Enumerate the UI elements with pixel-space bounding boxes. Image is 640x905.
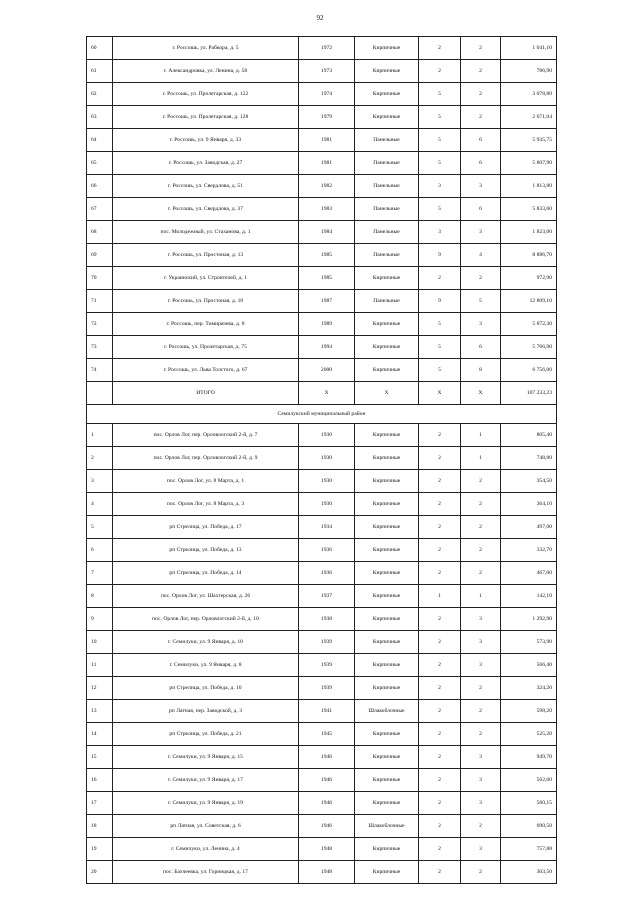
floors-cell: 5 <box>419 336 461 359</box>
material-cell: Кирпичные <box>355 60 419 83</box>
year-cell: 1948 <box>299 838 355 861</box>
sections-cell: 3 <box>461 608 501 631</box>
address-cell: г. Россошь, ул. Простоная, д. 10 <box>113 290 299 313</box>
area-cell: 2 671,04 <box>501 106 557 129</box>
floors-cell: 2 <box>419 470 461 493</box>
material-cell: Панельные <box>355 175 419 198</box>
area-cell: 8 886,70 <box>501 244 557 267</box>
year-cell: 1939 <box>299 677 355 700</box>
material-cell: Кирпичные <box>355 746 419 769</box>
area-cell: 525,20 <box>501 723 557 746</box>
area-cell: 5 872,30 <box>501 313 557 336</box>
year-cell: 1946 <box>299 792 355 815</box>
area-cell: 5 766,90 <box>501 336 557 359</box>
table-row <box>87 447 557 470</box>
address-cell: г. Семилуки, ул. Ленина, д. 4 <box>113 838 299 861</box>
area-cell: 598,20 <box>501 700 557 723</box>
table-row <box>87 290 557 313</box>
floors-cell: 2 <box>419 723 461 746</box>
sections-cell: 2 <box>461 267 501 290</box>
table-row <box>87 792 557 815</box>
sections-cell: 2 <box>461 60 501 83</box>
sections-cell: 3 <box>461 838 501 861</box>
table-row <box>87 838 557 861</box>
row-number: 73 <box>87 336 113 359</box>
floors-cell: 5 <box>419 359 461 382</box>
year-cell: 1973 <box>299 60 355 83</box>
material-cell: Кирпичные <box>355 723 419 746</box>
area-cell: 142,10 <box>501 585 557 608</box>
address-cell: г. Украинский, ул. Строителей, д. 1 <box>113 267 299 290</box>
floors-cell: 2 <box>419 539 461 562</box>
total-cell: Х <box>299 382 355 405</box>
row-number: 65 <box>87 152 113 175</box>
year-cell: 1987 <box>299 290 355 313</box>
row-number: 71 <box>87 290 113 313</box>
address-cell: г. Россошь, ул. Пролетарская, д. 75 <box>113 336 299 359</box>
floors-cell: 5 <box>419 106 461 129</box>
table-row <box>87 723 557 746</box>
area-cell: 560,15 <box>501 792 557 815</box>
sections-cell: 2 <box>461 37 501 60</box>
sections-cell: 2 <box>461 700 501 723</box>
row-number: 7 <box>87 562 113 585</box>
material-cell: Кирпичные <box>355 493 419 516</box>
address-cell: г. Россошь, ул. Пролетарская, д. 128 <box>113 106 299 129</box>
table-row <box>87 313 557 336</box>
address-cell: г. Россошь, ул. Льва Толстого, д. 67 <box>113 359 299 382</box>
area-cell: 324,20 <box>501 677 557 700</box>
row-number: 3 <box>87 470 113 493</box>
year-cell: 1941 <box>299 700 355 723</box>
address-cell: г. Россошь, пер. Тимирязева, д. 8 <box>113 313 299 336</box>
material-cell: Кирпичные <box>355 336 419 359</box>
row-number: 10 <box>87 631 113 654</box>
row-number: 68 <box>87 221 113 244</box>
area-cell: 1 813,80 <box>501 175 557 198</box>
table-row <box>87 470 557 493</box>
row-number: 18 <box>87 815 113 838</box>
table-row <box>87 336 557 359</box>
total-row <box>87 382 557 405</box>
address-cell: г. Россошь, ул. Свердлова, д. 37 <box>113 198 299 221</box>
floors-cell: 2 <box>419 608 461 631</box>
table-row <box>87 221 557 244</box>
address-cell: пос. Орлов Лог, ул. 8 Марта, д. 1 <box>113 470 299 493</box>
table-row <box>87 493 557 516</box>
row-number: 63 <box>87 106 113 129</box>
sections-cell: 2 <box>461 562 501 585</box>
row-number: 4 <box>87 493 113 516</box>
area-cell: 5 833,60 <box>501 198 557 221</box>
area-cell: 757,88 <box>501 838 557 861</box>
sections-cell: 6 <box>461 336 501 359</box>
sections-cell: 1 <box>461 424 501 447</box>
material-cell: Панельные <box>355 221 419 244</box>
page-number: 92 <box>316 14 324 22</box>
row-number: 72 <box>87 313 113 336</box>
floors-cell: 2 <box>419 815 461 838</box>
year-cell: 1985 <box>299 244 355 267</box>
total-label: ИТОГО <box>113 382 299 405</box>
floors-cell: 2 <box>419 516 461 539</box>
material-cell: Кирпичные <box>355 359 419 382</box>
address-cell: г. Россошь, ул. Пролетарская, д. 122 <box>113 83 299 106</box>
address-cell: г. Семилуки, ул. 9 Января, д. 15 <box>113 746 299 769</box>
sections-cell: 2 <box>461 470 501 493</box>
year-cell: 1934 <box>299 516 355 539</box>
section-header-row <box>87 405 557 424</box>
material-cell: Кирпичные <box>355 608 419 631</box>
area-cell: 566,40 <box>501 654 557 677</box>
material-cell: Шлакоблочные <box>355 700 419 723</box>
sections-cell: 2 <box>461 861 501 884</box>
sections-cell: 2 <box>461 723 501 746</box>
table-body-bottom <box>87 424 557 884</box>
material-cell: Кирпичные <box>355 83 419 106</box>
table-body-top <box>87 37 557 382</box>
table-row <box>87 562 557 585</box>
table-row <box>87 359 557 382</box>
floors-cell: 2 <box>419 447 461 470</box>
row-number: 19 <box>87 838 113 861</box>
material-cell: Кирпичные <box>355 585 419 608</box>
material-cell: Панельные <box>355 152 419 175</box>
area-cell: 786,90 <box>501 60 557 83</box>
row-number: 6 <box>87 539 113 562</box>
row-number: 1 <box>87 424 113 447</box>
total-area: 107 233,23 <box>501 382 557 405</box>
material-cell: Кирпичные <box>355 539 419 562</box>
year-cell: 1948 <box>299 861 355 884</box>
table-row <box>87 677 557 700</box>
address-cell: г. Александровка, ул. Ленина, д. 58 <box>113 60 299 83</box>
sections-cell: 6 <box>461 129 501 152</box>
area-cell: 1 041,10 <box>501 37 557 60</box>
sections-cell: 2 <box>461 677 501 700</box>
floors-cell: 9 <box>419 290 461 313</box>
sections-cell: 3 <box>461 221 501 244</box>
floors-cell: 3 <box>419 175 461 198</box>
sections-cell: 3 <box>461 313 501 336</box>
row-number: 67 <box>87 198 113 221</box>
table-row <box>87 608 557 631</box>
material-cell: Кирпичные <box>355 654 419 677</box>
year-cell: 2000 <box>299 359 355 382</box>
table-row <box>87 516 557 539</box>
floors-cell: 2 <box>419 769 461 792</box>
area-cell: 12 809,10 <box>501 290 557 313</box>
address-cell: пос. Орлов Лог, пер. Орловлогский 2-й, д. 7 <box>113 424 299 447</box>
material-cell: Панельные <box>355 244 419 267</box>
total-cell: Х <box>355 382 419 405</box>
address-cell: рп Латная, пер. Заводской, д. 3 <box>113 700 299 723</box>
area-cell: 3 078,80 <box>501 83 557 106</box>
total-cell: Х <box>461 382 501 405</box>
area-cell: 805,40 <box>501 424 557 447</box>
floors-cell: 2 <box>419 631 461 654</box>
year-cell: 1946 <box>299 769 355 792</box>
row-number: 74 <box>87 359 113 382</box>
floors-cell: 5 <box>419 152 461 175</box>
address-cell: г. Семилуки, ул. 9 Января, д. 10 <box>113 631 299 654</box>
table-row <box>87 152 557 175</box>
row-number: 20 <box>87 861 113 884</box>
year-cell: 1985 <box>299 267 355 290</box>
material-cell: Панельные <box>355 198 419 221</box>
floors-cell: 2 <box>419 60 461 83</box>
floors-cell: 2 <box>419 562 461 585</box>
floors-cell: 2 <box>419 493 461 516</box>
address-cell: пос. Орлов Лог, ул. 8 Марта, д. 3 <box>113 493 299 516</box>
table-row <box>87 769 557 792</box>
material-cell: Кирпичные <box>355 861 419 884</box>
year-cell: 1983 <box>299 198 355 221</box>
row-number: 14 <box>87 723 113 746</box>
table-row <box>87 129 557 152</box>
address-cell: г. Россошь, ул. Рабкора, д. 5 <box>113 37 299 60</box>
year-cell: 1939 <box>299 654 355 677</box>
address-cell: рп Стрелица, ул. Победа, д. 10 <box>113 677 299 700</box>
year-cell: 1938 <box>299 608 355 631</box>
address-cell: пос. Молодежный, ул. Стаханова, д. 1 <box>113 221 299 244</box>
floors-cell: 5 <box>419 198 461 221</box>
sections-cell: 2 <box>461 106 501 129</box>
table-row <box>87 654 557 677</box>
row-number: 17 <box>87 792 113 815</box>
sections-cell: 1 <box>461 447 501 470</box>
sections-cell: 2 <box>461 815 501 838</box>
year-cell: 1936 <box>299 562 355 585</box>
floors-cell: 2 <box>419 838 461 861</box>
table-row <box>87 37 557 60</box>
area-cell: 573,90 <box>501 631 557 654</box>
year-cell: 1994 <box>299 336 355 359</box>
row-number: 66 <box>87 175 113 198</box>
floors-cell: 2 <box>419 677 461 700</box>
material-cell: Кирпичные <box>355 677 419 700</box>
row-number: 9 <box>87 608 113 631</box>
sections-cell: 1 <box>461 585 501 608</box>
year-cell: 1939 <box>299 631 355 654</box>
area-cell: 467,00 <box>501 562 557 585</box>
material-cell: Кирпичные <box>355 447 419 470</box>
row-number: 2 <box>87 447 113 470</box>
area-cell: 6 756,00 <box>501 359 557 382</box>
row-number: 13 <box>87 700 113 723</box>
table-row <box>87 746 557 769</box>
row-number: 70 <box>87 267 113 290</box>
sections-cell: 6 <box>461 198 501 221</box>
sections-cell: 5 <box>461 290 501 313</box>
year-cell: 1982 <box>299 175 355 198</box>
area-cell: 497,00 <box>501 516 557 539</box>
address-cell: г. Россошь, ул. Заводская, д. 27 <box>113 152 299 175</box>
table-row <box>87 424 557 447</box>
row-number: 61 <box>87 60 113 83</box>
section-title: Семилукский муниципальный район <box>87 405 557 424</box>
year-cell: 1981 <box>299 152 355 175</box>
table-row <box>87 700 557 723</box>
address-cell: пос. Бахчеевка, ул. Горницкая, д. 17 <box>113 861 299 884</box>
material-cell: Кирпичные <box>355 424 419 447</box>
material-cell: Панельные <box>355 129 419 152</box>
row-number: 11 <box>87 654 113 677</box>
floors-cell: 1 <box>419 585 461 608</box>
row-number: 62 <box>87 83 113 106</box>
table-row <box>87 60 557 83</box>
year-cell: 1946 <box>299 746 355 769</box>
address-cell: рп Стрелица, ул. Победа, д. 13 <box>113 539 299 562</box>
floors-cell: 5 <box>419 83 461 106</box>
table-row <box>87 539 557 562</box>
address-cell: г. Россошь, ул. 9 Января, д. 33 <box>113 129 299 152</box>
row-number: 12 <box>87 677 113 700</box>
address-cell: рп Стрелица, ул. Победа, д. 21 <box>113 723 299 746</box>
year-cell: 1946 <box>299 815 355 838</box>
sections-cell: 6 <box>461 152 501 175</box>
sections-cell: 3 <box>461 792 501 815</box>
area-cell: 354,50 <box>501 470 557 493</box>
table-row <box>87 244 557 267</box>
table-row <box>87 861 557 884</box>
material-cell: Кирпичные <box>355 267 419 290</box>
floors-cell: 9 <box>419 244 461 267</box>
area-cell: 1 292,90 <box>501 608 557 631</box>
year-cell: 1989 <box>299 313 355 336</box>
area-cell: 748,80 <box>501 447 557 470</box>
floors-cell: 2 <box>419 792 461 815</box>
material-cell: Кирпичные <box>355 516 419 539</box>
area-cell: 364,10 <box>501 493 557 516</box>
year-cell: 1972 <box>299 37 355 60</box>
area-cell: 303,50 <box>501 861 557 884</box>
address-cell: пос. Орлов Лог, ул. Шахтерская, д. 26 <box>113 585 299 608</box>
floors-cell: 2 <box>419 37 461 60</box>
row-number: 69 <box>87 244 113 267</box>
address-cell: пос. Орлов Лог, пер. Орловлогский 2-й, д. 9 <box>113 447 299 470</box>
table-row <box>87 267 557 290</box>
sections-cell: 2 <box>461 493 501 516</box>
address-cell: рп Латная, ул. Советская, д. 6 <box>113 815 299 838</box>
floors-cell: 2 <box>419 746 461 769</box>
table-row <box>87 175 557 198</box>
year-cell: 1981 <box>299 129 355 152</box>
sections-cell: 4 <box>461 244 501 267</box>
floors-cell: 3 <box>419 221 461 244</box>
total-row-blank <box>87 382 113 405</box>
sections-cell: 8 <box>461 359 501 382</box>
table-row <box>87 815 557 838</box>
address-cell: рп Стрелица, ул. Победа, д. 17 <box>113 516 299 539</box>
floors-cell: 2 <box>419 267 461 290</box>
housing-table <box>86 36 557 884</box>
area-cell: 5 807,90 <box>501 152 557 175</box>
address-cell: г. Россошь, ул. Свердлова, д. 51 <box>113 175 299 198</box>
floors-cell: 2 <box>419 861 461 884</box>
table-row <box>87 631 557 654</box>
floors-cell: 2 <box>419 700 461 723</box>
year-cell: 1937 <box>299 585 355 608</box>
floors-cell: 5 <box>419 313 461 336</box>
floors-cell: 5 <box>419 129 461 152</box>
table-row <box>87 83 557 106</box>
row-number: 8 <box>87 585 113 608</box>
area-cell: 562,60 <box>501 769 557 792</box>
row-number: 5 <box>87 516 113 539</box>
sections-cell: 3 <box>461 654 501 677</box>
row-number: 16 <box>87 769 113 792</box>
material-cell: Кирпичные <box>355 562 419 585</box>
material-cell: Кирпичные <box>355 792 419 815</box>
address-cell: г. Россошь, ул. Простоная, д. 13 <box>113 244 299 267</box>
floors-cell: 2 <box>419 654 461 677</box>
address-cell: г. Семилуки, ул. 9 Января, д. 8 <box>113 654 299 677</box>
row-number: 15 <box>87 746 113 769</box>
area-cell: 1 823,00 <box>501 221 557 244</box>
area-cell: 972,90 <box>501 267 557 290</box>
material-cell: Шлакоблочные <box>355 815 419 838</box>
row-number: 60 <box>87 37 113 60</box>
year-cell: 1979 <box>299 106 355 129</box>
area-cell: 690,50 <box>501 815 557 838</box>
table-row <box>87 198 557 221</box>
address-cell: пос. Орлов Лог, пер. Орловлогский 2-й, д. 10 <box>113 608 299 631</box>
total-row-group <box>87 382 557 424</box>
address-cell: рп Стрелица, ул. Победа, д. 14 <box>113 562 299 585</box>
sections-cell: 3 <box>461 769 501 792</box>
year-cell: 1930 <box>299 470 355 493</box>
sections-cell: 2 <box>461 516 501 539</box>
material-cell: Панельные <box>355 290 419 313</box>
floors-cell: 2 <box>419 424 461 447</box>
year-cell: 1945 <box>299 723 355 746</box>
address-cell: г. Семилуки, ул. 9 Января, д. 19 <box>113 792 299 815</box>
material-cell: Кирпичные <box>355 838 419 861</box>
row-number: 64 <box>87 129 113 152</box>
table-row <box>87 106 557 129</box>
sections-cell: 3 <box>461 631 501 654</box>
sections-cell: 3 <box>461 175 501 198</box>
year-cell: 1936 <box>299 539 355 562</box>
year-cell: 1930 <box>299 447 355 470</box>
year-cell: 1930 <box>299 493 355 516</box>
material-cell: Кирпичные <box>355 470 419 493</box>
material-cell: Кирпичные <box>355 769 419 792</box>
year-cell: 1930 <box>299 424 355 447</box>
material-cell: Кирпичные <box>355 631 419 654</box>
year-cell: 1984 <box>299 221 355 244</box>
table-row <box>87 585 557 608</box>
sections-cell: 2 <box>461 539 501 562</box>
area-cell: 332,70 <box>501 539 557 562</box>
material-cell: Кирпичные <box>355 106 419 129</box>
year-cell: 1974 <box>299 83 355 106</box>
total-cell: Х <box>419 382 461 405</box>
address-cell: г. Семилуки, ул. 9 Января, д. 17 <box>113 769 299 792</box>
sections-cell: 2 <box>461 83 501 106</box>
sections-cell: 3 <box>461 746 501 769</box>
area-cell: 5 935,75 <box>501 129 557 152</box>
area-cell: 949,70 <box>501 746 557 769</box>
material-cell: Кирпичные <box>355 313 419 336</box>
material-cell: Кирпичные <box>355 37 419 60</box>
